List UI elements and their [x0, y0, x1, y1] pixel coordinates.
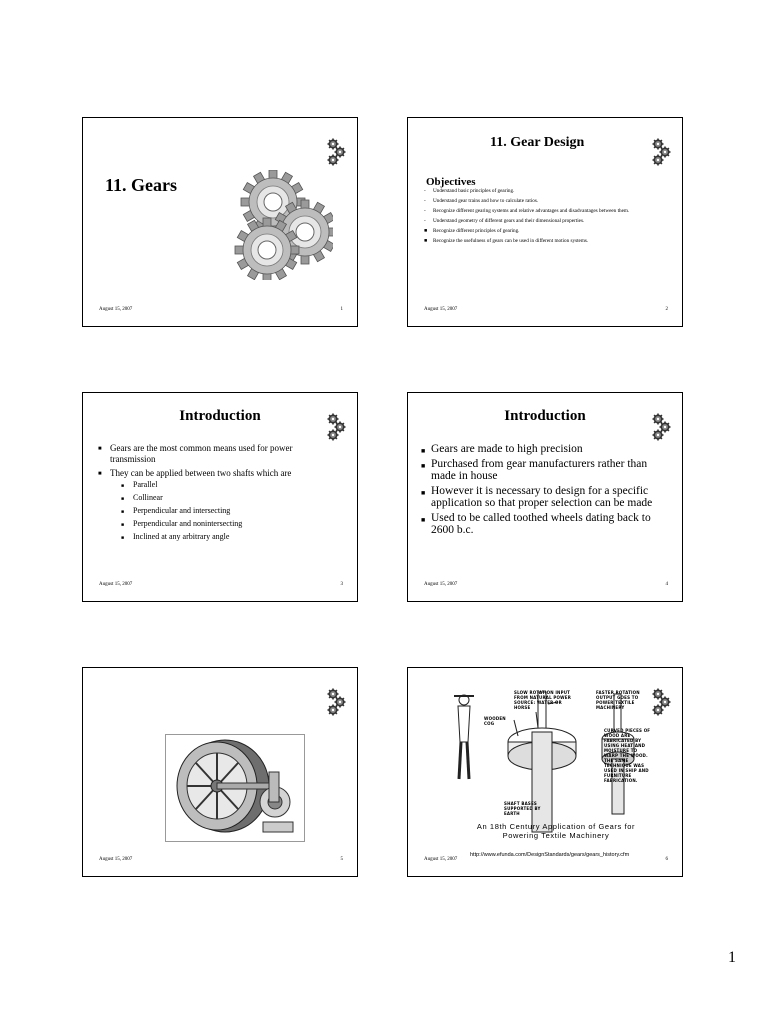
illustration-caption: An 18th Century Application of Gears for Powering Textile Machinery [476, 822, 636, 840]
slide-title: Introduction [179, 408, 261, 424]
bullet-icon: ■ [421, 515, 426, 524]
list-item: ■ They can be applied between two shafts which are ■ Parallel ■ Collinear ■ Perpendicular and intersecting ■ Perpendicular and nonintersecting ■ Inclined at any arbitrary angle [97, 468, 337, 542]
bullet-icon: ■ [98, 471, 102, 477]
bullet-list [420, 443, 672, 539]
slide-number: 4 [665, 582, 668, 587]
list-item: - Understand basic principles of gearing. [424, 188, 515, 194]
gear-logo-icon [325, 684, 349, 718]
slide-6 [407, 667, 683, 877]
gear-logo-icon [325, 134, 349, 168]
slide-date: August 15, 2007 [99, 857, 133, 862]
slide-number: 6 [665, 857, 668, 862]
slide-title: Introduction [504, 408, 586, 424]
list-item: - Understand gear trains and how to calculate ratios. [424, 198, 539, 204]
bullet-icon: ■ [421, 488, 426, 497]
page-number: 1 [728, 949, 736, 966]
fast-rotation-label: FASTER ROTATION OUTPUT GOES TO POWER TEXTILE MACHINERY [596, 690, 640, 710]
slide-date: August 15, 2007 [424, 857, 458, 862]
slide-1 [82, 117, 358, 327]
slide-2 [407, 117, 683, 327]
slide-date: August 15, 2007 [99, 582, 133, 587]
slide-4 [407, 392, 683, 602]
sub-list [110, 479, 337, 542]
water-wheel-illustration [165, 734, 305, 842]
list-item: ■ Purchased from gear manufacturers rather than made in house [421, 457, 648, 482]
wooden-cog-label: WOODEN COG [484, 716, 506, 726]
bullet-icon: ■ [421, 447, 426, 455]
bullet-list [97, 443, 337, 545]
slide-date: August 15, 2007 [424, 307, 458, 312]
slide-number: 1 [340, 307, 343, 312]
slow-rotation-label: SLOW ROTATION INPUT FROM NATURAL POWER SOURCE: WATER OR HORSE [514, 690, 571, 710]
list-item: - Recognize different gearing systems and relative advantages and disadvantages between them. [424, 208, 630, 214]
sub-list-item: ■ Inclined at any arbitrary angle [121, 532, 230, 541]
list-item: ■ Gears are the most common means used for power transmission [98, 443, 293, 464]
list-item: ■ Used to be called toothed wheels dating back to 2600 b.c. [421, 511, 651, 536]
bullet-icon: ■ [98, 446, 102, 452]
gears-illustration [233, 170, 333, 280]
sub-list-item: ■ Collinear [121, 493, 163, 502]
sub-list-item: ■ Perpendicular and intersecting [121, 506, 231, 515]
slide-number: 2 [665, 307, 668, 312]
objectives-heading: Objectives [426, 176, 476, 188]
sub-list-item: ■ Perpendicular and nonintersecting [121, 519, 243, 528]
objectives-list [424, 188, 664, 248]
slide-date: August 15, 2007 [99, 307, 133, 312]
slide-title: 11. Gears [105, 175, 177, 195]
sub-list-item: ■ Parallel [121, 480, 158, 489]
slide-number: 3 [340, 582, 343, 587]
list-item: ■ Recognize different principles of gearing. [424, 228, 520, 234]
list-item: - Understand geometry of different gears and their dimensional properties. [424, 218, 585, 224]
slide-date: August 15, 2007 [424, 582, 458, 587]
slide-title: 11. Gear Design [490, 135, 585, 150]
shaft-bases-label: SHAFT BASES SUPPORTED BY EARTH [504, 801, 541, 816]
list-item: ■ Gears are made to high precision [420, 443, 672, 456]
curved-pieces-label: CURVED PIECES OF WOOD ARE FABRICATED BY USING HEAT AND MOISTURE TO WARP THE WOOD. THE SAME TECHNIQUE WAS USED IN SHIP AND FURNITURE FABRICATION. [604, 728, 651, 783]
slide-5 [82, 667, 358, 877]
slide-number: 5 [340, 857, 343, 862]
slide-3 [82, 392, 358, 602]
source-url: http://www.efunda.com/DesignStandards/gears/gears_history.cfm [470, 852, 630, 858]
list-item: ■ Recognize the usefulness of gears can be used in different motion systems. [424, 238, 589, 244]
list-item: ■ However it is necessary to design for a specific application so that proper selection can be made [421, 484, 653, 509]
bullet-icon: ■ [421, 461, 426, 470]
